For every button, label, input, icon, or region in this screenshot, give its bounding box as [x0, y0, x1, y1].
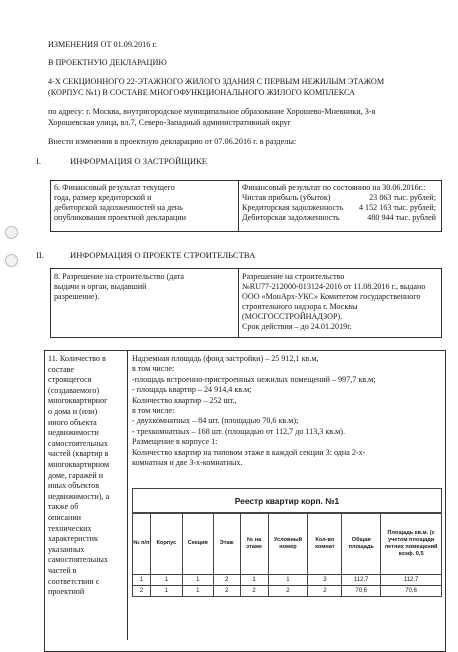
- col-header-rooms: Кол-во комнат: [308, 513, 342, 575]
- apartments-description-line: в том числе:: [132, 406, 175, 415]
- col-header-building: Корпус: [150, 513, 182, 575]
- table-cell: 70,6: [342, 586, 381, 597]
- financial-box-divider: [238, 180, 239, 231]
- net-profit-label: Чистая прибыль (убыток): [242, 193, 331, 202]
- col-header-conditional-number: Условный номер: [268, 513, 308, 575]
- table-cell: 70,6: [381, 586, 442, 597]
- apartments-label-line: описании: [48, 513, 81, 522]
- section-1-title: ИНФОРМАЦИЯ О ЗАСТРОЙЩИКЕ: [70, 156, 208, 166]
- col-header-floor-number: № на этаже: [240, 513, 268, 575]
- col-header-area-with-summer: Площадь кв.м. (с учетом площади летних помещений коэф. 0,5: [381, 513, 442, 575]
- registry-header-row: [133, 513, 442, 575]
- permit-text-1: Разрешение на строительство: [242, 272, 345, 281]
- apartments-label-line: также об: [48, 502, 79, 512]
- permit-label-1: 8. Разрешение на строительство (дата: [54, 272, 184, 281]
- apartments-label-line: о дома и (или): [48, 407, 98, 416]
- col-header-number: № п/п: [133, 513, 151, 575]
- header-declaration: В ПРОЕКТНУЮ ДЕКЛАРАЦИЮ: [48, 58, 167, 67]
- receivables-label: Дебиторская задолженность: [242, 213, 340, 222]
- apartments-description-line: -площадь встроенно-пристроенных нежилых помещений – 997,7 кв.м;: [132, 374, 376, 384]
- table-cell: 1: [240, 575, 268, 586]
- permit-text-2: №RU77-212000-013124-2016 от 11.08.2016 г., выдано: [242, 282, 426, 291]
- registry-title: Реестр квартир корп. №1: [132, 488, 442, 514]
- apartments-description-line: - трехкомнатных – 168 шт. (площадью от 112,7 до 113,3 кв.м).: [132, 426, 345, 436]
- apartments-label-line: иного объекта: [48, 417, 97, 427]
- apartments-description-line: Надземная площадь (фонд застройки) – 25 912,1 кв.м,: [132, 354, 319, 363]
- table-cell: 1: [150, 575, 182, 586]
- table-cell: 2: [213, 575, 240, 586]
- section-1-number: I.: [36, 156, 42, 166]
- apartments-description-line: - площадь квартир – 24 914,4 кв.м;: [132, 385, 252, 395]
- net-profit-value: 23 863 тыс. рублей;: [369, 193, 436, 202]
- apartments-label-line: самостоятельных: [48, 555, 108, 565]
- apartments-label-line: проектной: [48, 587, 85, 597]
- financial-label-4: опубликования проектной декларации: [54, 213, 187, 222]
- registry-table: [132, 512, 442, 597]
- table-cell: 112,7: [381, 575, 442, 586]
- title-line-2: (КОРПУС №1) В СОСТАВЕ МНОГОФУНКЦИОНАЛЬНОГО ЖИЛОГО КОМПЛЕКСА: [48, 88, 355, 97]
- financial-label-2: года, размер кредиторской и: [54, 193, 152, 202]
- table-row: [133, 586, 442, 597]
- permit-text-4: строительного надзора г. Москвы: [242, 302, 358, 311]
- binder-hole-bottom: [5, 254, 18, 267]
- apartments-description-line: комнатная и две 3-х-комнатных.: [132, 458, 243, 467]
- permit-box-divider: [238, 268, 239, 337]
- apartments-label-line: многоквартирном: [48, 460, 110, 469]
- apartments-description-line: Количество квартир – 252 шт.,: [132, 395, 237, 405]
- section-2-title: ИНФОРМАЦИЯ О ПРОЕКТЕ СТРОИТЕЛЬСТВА: [70, 250, 256, 260]
- apartments-label-line: частей (квартир в: [48, 449, 109, 459]
- apartments-label-line: (создаваемого): [48, 385, 100, 395]
- receivables-value: 480 944 тыс. рублей: [367, 213, 436, 222]
- table-cell: 1: [268, 575, 308, 586]
- apartments-description-line: в том числе:: [132, 364, 175, 374]
- permit-text-5: (МОСГОССТРОЙНАДЗОР).: [242, 312, 343, 321]
- table-cell: 2: [240, 586, 268, 597]
- apartments-description-line: Количество квартир на типовом этаже в каждой секции 3: одна 2-х-: [132, 447, 366, 457]
- permit-label-2: выдачи и орган, выдавший: [54, 282, 147, 291]
- financial-label-1: 6. Финансовый результат текущего: [54, 183, 175, 192]
- address-line-2: Хорошевская улица, вл.7, Северо-Западный административный округ: [48, 118, 292, 127]
- col-header-floor: Этаж: [213, 513, 240, 575]
- apartments-label-line: частей в: [48, 566, 77, 575]
- apartments-label-line: указанных: [48, 544, 85, 554]
- intro-text: Внести изменения в проектную декларацию от 07.06.2016 г. в разделы:: [48, 137, 297, 146]
- binder-hole-top: [5, 226, 18, 239]
- address-line-1: по адресу: г. Москва, внутригородское муниципальное образование Хорошево-Мневники, 3-я: [48, 107, 376, 116]
- apartments-label-line: доме, гаражей и: [48, 470, 104, 480]
- apartments-label-line: строящегося: [48, 375, 92, 385]
- table-cell: 1: [133, 575, 151, 586]
- payables-value: 4 152 163 тыс. рублей;: [358, 203, 436, 212]
- table-cell: 2: [268, 586, 308, 597]
- section-2-number: II.: [36, 250, 44, 260]
- apartments-label-line: иных объектов: [48, 481, 100, 491]
- apartments-description-line: - двухкомнатных – 84 шт. (площадью 70,6 кв.м);: [132, 416, 299, 426]
- col-header-total-area: Общая площадь: [342, 513, 381, 575]
- table-cell: 2: [133, 586, 151, 597]
- table-cell: 1: [150, 586, 182, 597]
- table-cell: 1: [182, 586, 213, 597]
- apartments-label-line: характеристик: [48, 534, 98, 544]
- payables-label: Кредиторская задолженность: [242, 203, 344, 212]
- table-cell: 2: [213, 586, 240, 597]
- apartments-description-line: Размещение в корпусе 1:: [132, 437, 218, 447]
- table-cell: 3: [308, 575, 342, 586]
- apartments-label-line: составе: [48, 364, 75, 374]
- apartments-box-divider: [127, 350, 128, 640]
- apartments-label-line: соответствии с: [48, 576, 100, 586]
- header-change-date: ИЗМЕНЕНИЯ ОТ 01.09.2016 г.: [48, 40, 157, 49]
- table-cell: 1: [182, 575, 213, 586]
- permit-text-6: Срок действия – до 24.01.2019г.: [242, 322, 352, 331]
- apartments-label-line: недвижимости: [48, 428, 99, 438]
- title-line-1: 4-Х СЕКЦИОННОГО 22-ЭТАЖНОГО ЖИЛОГО ЗДАНИЯ С ПЕРВЫМ НЕЖИЛЫМ ЭТАЖОМ: [48, 77, 385, 86]
- financial-label-3: дебиторской задолженностей на день: [54, 203, 183, 212]
- table-row: [133, 575, 442, 586]
- table-cell: 2: [308, 586, 342, 597]
- apartments-label-line: недвижимости), а: [48, 491, 110, 501]
- apartments-label-line: самостоятельных: [48, 438, 108, 448]
- apartments-label-line: 11. Количество в: [48, 354, 106, 363]
- financial-result-title: Финансовый результат по состоянию на 30.06.2016г.:: [242, 183, 426, 192]
- permit-label-3: разрешение).: [54, 292, 100, 301]
- col-header-section: Секция: [182, 513, 213, 575]
- apartments-label-line: многоквартирног: [48, 396, 108, 406]
- table-cell: 112,7: [342, 575, 381, 586]
- apartments-label-line: технических: [48, 523, 92, 533]
- permit-text-3: ООО «МонАрх-УКС» Комитетом государственного: [242, 292, 421, 301]
